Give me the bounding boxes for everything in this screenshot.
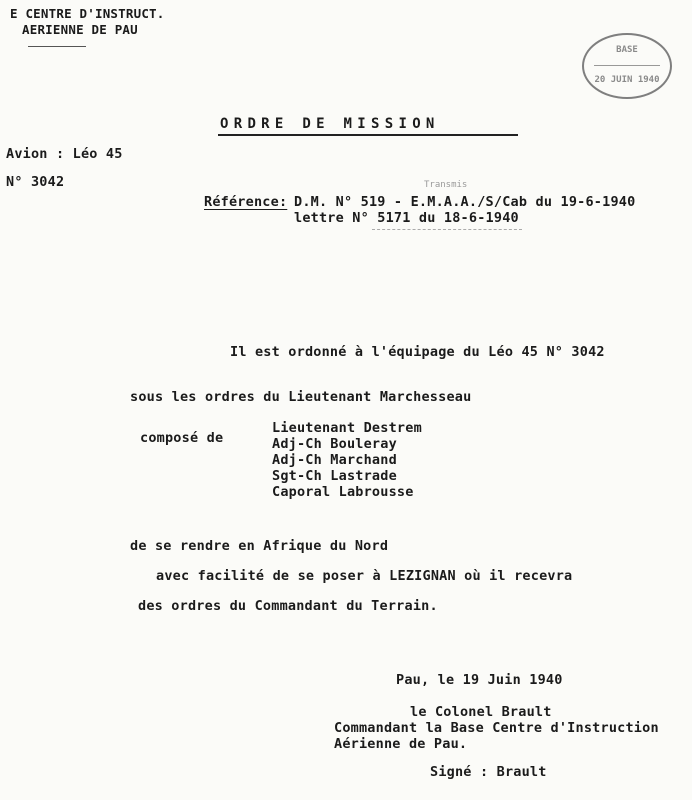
instruction-line-1: de se rendre en Afrique du Nord bbox=[130, 538, 389, 554]
aircraft-number: N° 3042 bbox=[6, 174, 65, 190]
place-and-date: Pau, le 19 Juin 1940 bbox=[396, 672, 563, 688]
reference-label: Référence: bbox=[204, 194, 288, 210]
issuer-line-2: AERIENNE DE PAU bbox=[22, 22, 138, 37]
crew-member: Adj-Ch Bouleray bbox=[272, 436, 397, 452]
issuer-underline bbox=[28, 46, 86, 47]
crew-member: Lieutenant Destrem bbox=[272, 420, 422, 436]
stamp-divider bbox=[594, 65, 660, 66]
command-statement: sous les ordres du Lieutenant Marchesseau bbox=[130, 389, 472, 405]
document-title: ORDRE DE MISSION bbox=[220, 116, 440, 132]
signatory-title-2: Aérienne de Pau. bbox=[334, 736, 468, 752]
composed-of-label: composé de bbox=[140, 430, 224, 446]
title-underline bbox=[218, 134, 518, 136]
signatory-rank: le Colonel Brault bbox=[410, 704, 552, 720]
crew-member: Sgt-Ch Lastrade bbox=[272, 468, 397, 484]
stamp-date: 20 JUIN 1940 bbox=[594, 75, 660, 85]
reference-line-2: lettre N° 5171 du 18-6-1940 bbox=[294, 210, 519, 226]
crew-member: Caporal Labrousse bbox=[272, 484, 414, 500]
instruction-line-2: avec facilité de se poser à LEZIGNAN où il recevra bbox=[156, 568, 573, 584]
transmis-stamp: Transmis bbox=[424, 180, 468, 190]
issuer-line-1: E CENTRE D'INSTRUCT. bbox=[10, 6, 165, 21]
signatory-title-1: Commandant la Base Centre d'Instruction bbox=[334, 720, 659, 736]
aircraft-type: Avion : Léo 45 bbox=[6, 146, 123, 162]
instruction-line-3: des ordres du Commandant du Terrain. bbox=[138, 598, 438, 614]
reference-dotted-rule bbox=[372, 229, 522, 230]
stamp-top-text: BASE bbox=[616, 45, 638, 55]
reference-line-1: D.M. N° 519 - E.M.A.A./S/Cab du 19-6-1940 bbox=[294, 194, 636, 210]
ink-stamp bbox=[582, 33, 672, 99]
order-statement: Il est ordonné à l'équipage du Léo 45 N° 3042 bbox=[230, 344, 605, 360]
crew-member: Adj-Ch Marchand bbox=[272, 452, 397, 468]
signed-by: Signé : Brault bbox=[430, 764, 547, 780]
